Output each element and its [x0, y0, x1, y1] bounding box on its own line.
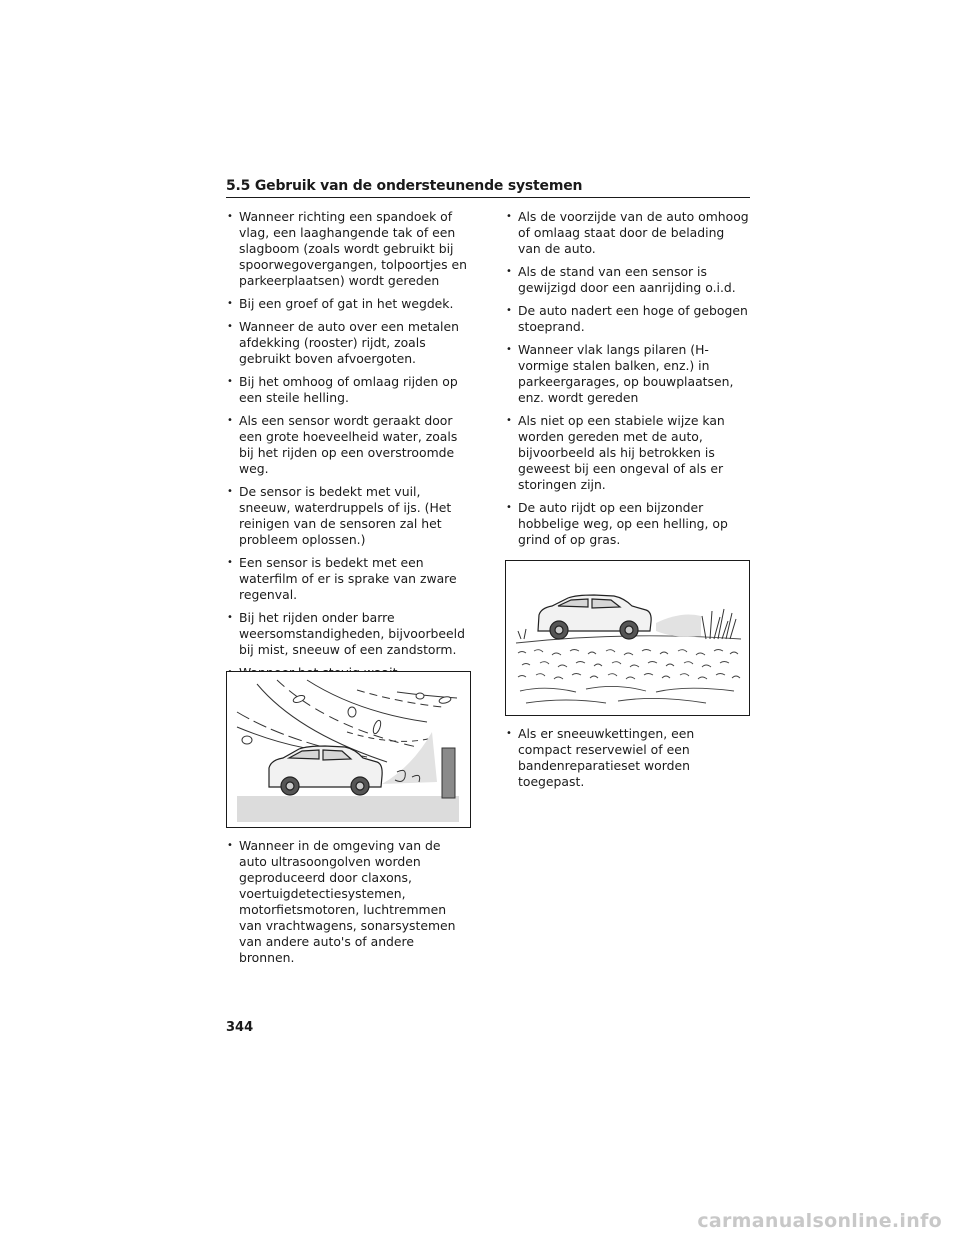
- watermark: carmanualsonline.info: [697, 1210, 942, 1232]
- section-title: 5.5 Gebruik van de ondersteunende systemen: [226, 178, 583, 194]
- wind-car-drawing: [227, 672, 470, 827]
- page-number: 344: [226, 1020, 254, 1035]
- left-bullet-list-2: [226, 838, 471, 966]
- right-bullet-list: [505, 209, 750, 548]
- list-item: • Bij het rijden onder barre weersomstandigheden, bijvoorbeeld bij mist, sneeuw of een zandstorm.: [226, 610, 471, 658]
- list-item: • De auto nadert een hoge of gebogen stoeprand.: [505, 303, 750, 335]
- list-item: • De auto rijdt op een bijzonder hobbelige weg, op een helling, op grind of op gras.: [505, 500, 750, 548]
- left-column-after-figure: [226, 838, 471, 973]
- list-item: • Een sensor is bedekt met een waterfilm of er is sprake van zware regenval.: [226, 555, 471, 603]
- rough-road-illustration: [505, 560, 750, 716]
- rough-road-car-drawing: [506, 561, 749, 715]
- wind-illustration: [226, 671, 471, 828]
- list-item: • Als de stand van een sensor is gewijzigd door een aanrijding o.i.d.: [505, 264, 750, 296]
- list-item: • De sensor is bedekt met vuil, sneeuw, waterdruppels of ijs. (Het reinigen van de sensoren zal het probleem oplossen.): [226, 484, 471, 548]
- list-item: • Wanneer de auto over een metalen afdekking (rooster) rijdt, zoals gebruikt boven afvoergoten.: [226, 319, 471, 367]
- list-item: • Als niet op een stabiele wijze kan worden gereden met de auto, bijvoorbeeld als hij betrokken is geweest bij een ongeval of als er storingen zijn.: [505, 413, 750, 493]
- list-item: • Als een sensor wordt geraakt door een grote hoeveelheid water, zoals bij het rijden op een overstroomde weg.: [226, 413, 471, 477]
- left-column: [226, 209, 471, 688]
- right-bullet-list-2: [505, 726, 750, 790]
- list-item: • Wanneer richting een spandoek of vlag, een laaghangende tak of een slagboom (zoals wordt gebruikt bij spoorwegovergangen, tolpoortjes en parkeerplaatsen) wordt gereden: [226, 209, 471, 289]
- right-column: [505, 209, 750, 555]
- right-column-after-figure: [505, 726, 750, 797]
- list-item: • Als er sneeuwkettingen, een compact reservewiel of een bandenreparatieset worden toegepast.: [505, 726, 750, 790]
- left-bullet-list: [226, 209, 471, 681]
- list-item: • Wanneer in de omgeving van de auto ultrasoongolven worden geproduceerd door claxons, voertuigdetectiesystemen, motorfietsmotoren, luchtremmen van vrachtwagens, sonarsystemen van andere auto's of andere bronnen.: [226, 838, 471, 966]
- list-item: • Wanneer vlak langs pilaren (H-vormige stalen balken, enz.) in parkeergarages, op bouwplaatsen, enz. wordt gereden: [505, 342, 750, 406]
- list-item: • Als de voorzijde van de auto omhoog of omlaag staat door de belading van de auto.: [505, 209, 750, 257]
- list-item: • Bij het omhoog of omlaag rijden op een steile helling.: [226, 374, 471, 406]
- list-item: • Bij een groef of gat in het wegdek.: [226, 296, 471, 312]
- section-header: [226, 178, 750, 198]
